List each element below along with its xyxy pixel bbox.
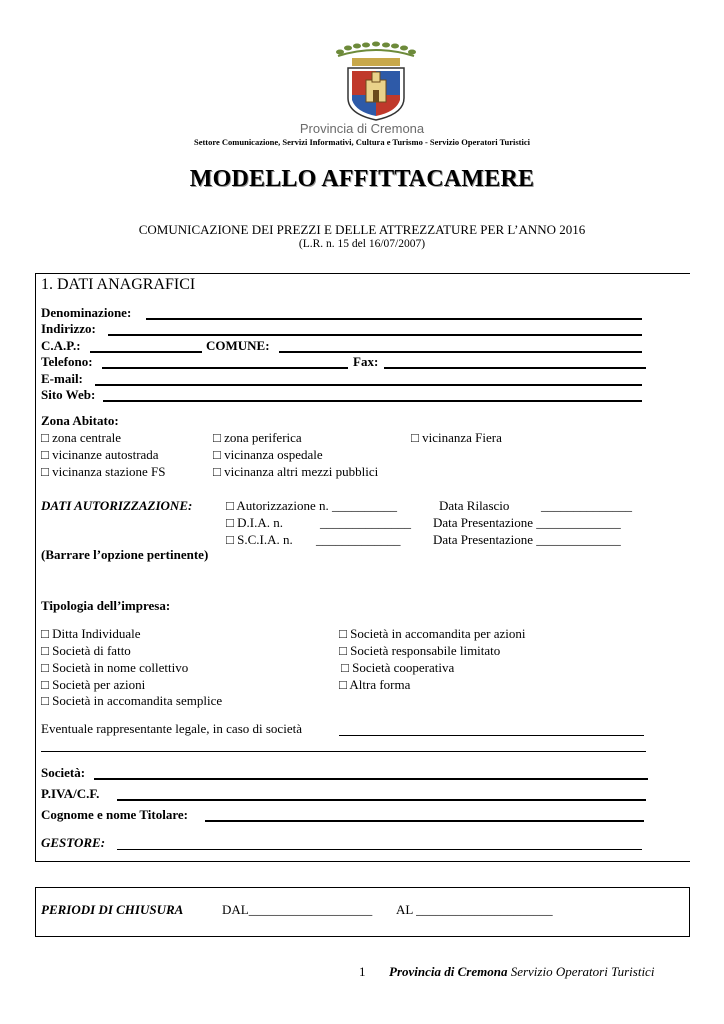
societa-label: Società: xyxy=(41,765,86,780)
data-rilascio-label: Data Rilascio xyxy=(439,498,510,513)
autorizzazione-option[interactable]: □ Autorizzazione n. __________ xyxy=(226,498,398,513)
email-label: E-mail: xyxy=(41,371,83,386)
rappresentante-legale-field-line2[interactable] xyxy=(41,751,646,752)
data-rilascio-field[interactable]: ______________ xyxy=(541,498,632,513)
vicinanza-stazione-checkbox[interactable]: □ vicinanza stazione FS xyxy=(41,464,166,479)
scia-data-presentazione[interactable]: Data Presentazione _____________ xyxy=(433,532,621,547)
telefono-field[interactable] xyxy=(102,367,348,369)
dati-autorizzazione-label: DATI AUTORIZZAZIONE: xyxy=(41,498,193,513)
societa-per-azioni-checkbox[interactable]: □ Società per azioni xyxy=(41,677,146,692)
periodi-dal-field[interactable]: DAL___________________ xyxy=(222,902,373,917)
vicinanza-fiera-checkbox[interactable]: □ vicinanza Fiera xyxy=(411,430,502,445)
law-reference: (L.R. n. 15 del 16/07/2007) xyxy=(298,238,426,250)
footer-org-name: Provincia di Cremona xyxy=(389,964,508,979)
dia-option[interactable]: □ D.I.A. n. xyxy=(226,515,283,530)
cap-field[interactable] xyxy=(90,351,202,353)
gestore-label: GESTORE: xyxy=(41,835,106,850)
section-heading: 1. DATI ANAGRAFICI xyxy=(41,276,196,293)
vicinanza-mezzi-pubblici-checkbox[interactable]: □ vicinanza altri mezzi pubblici xyxy=(213,464,379,479)
vicinanza-ospedale-checkbox[interactable]: □ vicinanza ospedale xyxy=(213,447,323,462)
footer-service: Servizio Operatori Turistici xyxy=(507,964,655,979)
societa-nome-collettivo-checkbox[interactable]: □ Società in nome collettivo xyxy=(41,660,189,675)
rappresentante-legale-label: Eventuale rappresentante legale, in caso di società xyxy=(41,721,302,736)
titolare-field[interactable] xyxy=(205,820,644,822)
periodi-chiusura-label: PERIODI DI CHIUSURA xyxy=(41,902,184,917)
cap-label: C.A.P.: xyxy=(41,338,81,353)
fax-label: Fax: xyxy=(353,354,379,369)
provincia-coat-of-arms-logo xyxy=(330,40,422,122)
rappresentante-legale-field[interactable] xyxy=(339,735,644,736)
zona-abitato-label: Zona Abitato: xyxy=(41,413,119,428)
page-number: 1 xyxy=(359,964,366,979)
societa-cooperativa-checkbox[interactable]: □ Società cooperativa xyxy=(341,660,455,675)
fax-field[interactable] xyxy=(384,367,646,369)
societa-field[interactable] xyxy=(94,778,648,780)
sito-web-field[interactable] xyxy=(103,400,642,402)
sito-web-label: Sito Web: xyxy=(41,387,96,402)
dia-data-presentazione[interactable]: Data Presentazione _____________ xyxy=(433,515,621,530)
denominazione-label: Denominazione: xyxy=(41,305,132,320)
societa-accomandita-azioni-checkbox[interactable]: □ Società in accomandita per azioni xyxy=(339,626,526,641)
piva-field[interactable] xyxy=(117,799,646,801)
telefono-label: Telefono: xyxy=(41,354,93,369)
piva-label: P.IVA/C.F. xyxy=(41,786,100,801)
societa-di-fatto-checkbox[interactable]: □ Società di fatto xyxy=(41,643,131,658)
footer-organization xyxy=(389,964,654,980)
indirizzo-label: Indirizzo: xyxy=(41,321,96,336)
gestore-field[interactable] xyxy=(117,849,642,850)
denominazione-field[interactable] xyxy=(146,318,642,320)
document-title: MODELLO AFFITTACAMERE xyxy=(189,166,535,192)
email-field[interactable] xyxy=(95,384,642,386)
scia-number-field[interactable]: _____________ xyxy=(316,532,401,547)
titolare-label: Cognome e nome Titolare: xyxy=(41,807,188,822)
dia-number-field[interactable]: ______________ xyxy=(320,515,411,530)
vicinanze-autostrada-checkbox[interactable]: □ vicinanze autostrada xyxy=(41,447,159,462)
societa-accomandita-semplice-checkbox[interactable]: □ Società in accomandita semplice xyxy=(41,693,223,708)
periodi-al-field[interactable]: AL _____________________ xyxy=(396,902,553,917)
zona-periferica-checkbox[interactable]: □ zona periferica xyxy=(213,430,302,445)
comune-label: COMUNE: xyxy=(206,338,270,353)
organization-name: Provincia di Cremona xyxy=(299,121,425,136)
altra-forma-checkbox[interactable]: □ Altra forma xyxy=(339,677,411,692)
organization-sector: Settore Comunicazione, Servizi Informativi, Cultura e Turismo - Servizio Operatori Turistici xyxy=(193,137,531,147)
ditta-individuale-checkbox[interactable]: □ Ditta Individuale xyxy=(41,626,141,641)
document-subtitle: COMUNICAZIONE DEI PREZZI E DELLE ATTREZZATURE PER L’ANNO 2016 xyxy=(138,222,586,237)
indirizzo-field[interactable] xyxy=(108,334,642,336)
zona-centrale-checkbox[interactable]: □ zona centrale xyxy=(41,430,122,445)
comune-field[interactable] xyxy=(279,351,642,353)
tipologia-label: Tipologia dell’impresa: xyxy=(41,598,171,613)
barrare-note: (Barrare l’opzione pertinente) xyxy=(41,547,209,562)
scia-option[interactable]: □ S.C.I.A. n. xyxy=(226,532,293,547)
societa-responsabile-limitato-checkbox[interactable]: □ Società responsabile limitato xyxy=(339,643,501,658)
